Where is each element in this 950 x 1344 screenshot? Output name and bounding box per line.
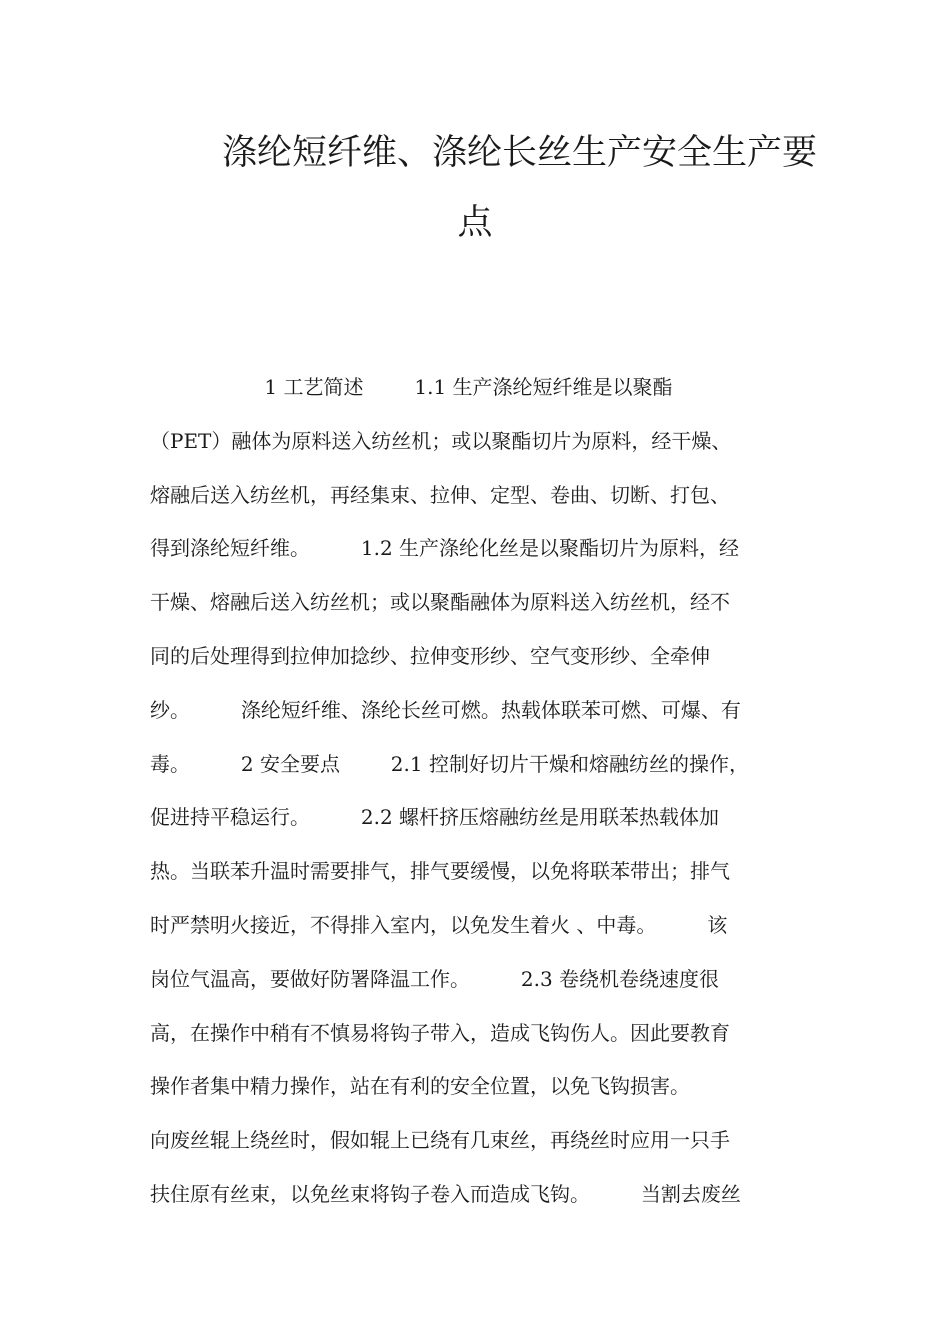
body-line: 时严禁明火接近，不得排入室内，以免发生着火 、中毒。 该 xyxy=(150,912,728,937)
body-line: 向废丝辊上绕丝时，假如辊上已绕有几束丝，再绕丝时应用一只手 xyxy=(150,1128,730,1153)
body-line: 毒。 2 安全要点 2.1 控制好切片干燥和熔融纺丝的操作， xyxy=(150,751,749,776)
body-line: 岗位气温高，要做好防署降温工作。 2.3 卷绕机卷绕速度很 xyxy=(150,966,720,991)
body-line: 1 工艺简述 1.1 生产涤纶短纤维是以聚酯 xyxy=(150,375,673,399)
title-line-2: 点 xyxy=(457,203,493,243)
body-line: 纱。 涤纶短纤维、涤纶长丝可燃。热载体联苯可燃、可爆、有 xyxy=(150,697,741,722)
body-line: （PET）融体为原料送入纺丝机；或以聚酯切片为原料，经干燥、 xyxy=(150,428,732,453)
document-body xyxy=(150,361,810,1222)
body-line: 扶住原有丝束，以免丝束将钩子卷入而造成飞钩。 当割去废丝 xyxy=(150,1181,741,1206)
body-line: 热。当联苯升温时需要排气，排气要缓慢，以免将联苯带出；排气 xyxy=(150,859,730,884)
title-line-1: 涤纶短纤维、涤纶长丝生产安全生产要 xyxy=(222,133,818,173)
body-line: 高，在操作中稍有不慎易将钩子带入，造成飞钩伤人。因此要教育 xyxy=(150,1020,730,1045)
body-line: 操作者集中精力操作，站在有利的安全位置，以免飞钩损害。 xyxy=(150,1074,690,1099)
body-line: 促进持平稳运行。 2.2 螺杆挤压熔融纺丝是用联苯热载体加 xyxy=(150,805,720,830)
body-line: 熔融后送入纺丝机，再经集束、拉伸、定型、卷曲、切断、打包、 xyxy=(150,482,730,507)
body-line: 得到涤纶短纤维。 1.2 生产涤纶化丝是以聚酯切片为原料，经 xyxy=(150,536,740,561)
document-title xyxy=(150,118,818,258)
body-line: 干燥、熔融后送入纺丝机；或以聚酯融体为原料送入纺丝机，经不 xyxy=(150,590,730,615)
body-line: 同的后处理得到拉伸加捻纱、拉伸变形纱、空气变形纱、全牵伸 xyxy=(150,643,710,668)
